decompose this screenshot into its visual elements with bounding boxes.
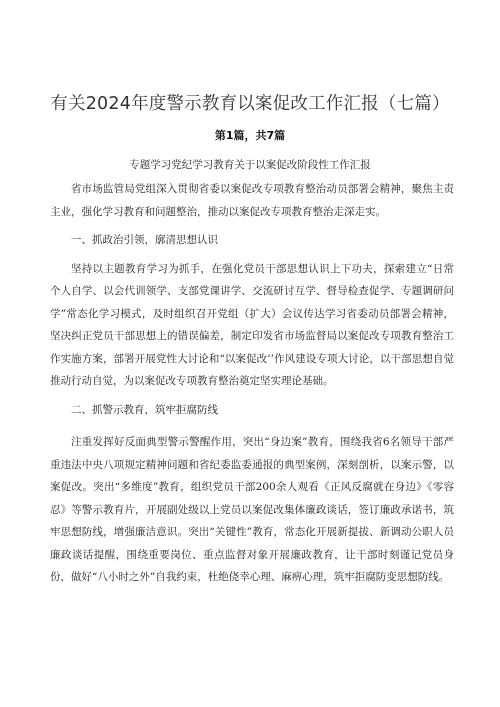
section-subtitle: 专题学习党纪学习教育关于以案促改阶段性工作汇报: [129, 159, 371, 171]
intro-paragraph: 省市场监管局党组深入贯彻省委以案促改专项教育整治动员部署会精神，聚焦主责主业，强化学习教育和问题整治，推动以案促改专项教育整治走深走实。: [50, 183, 454, 218]
document-title: 有关2024年度警示教育以案促改工作汇报（七篇）: [50, 94, 450, 114]
section-heading-2: 二、抓警示教育，筑牢拒腐防线: [71, 403, 218, 416]
document-body: [50, 178, 454, 589]
part-label: 第1篇，共7篇: [214, 129, 286, 142]
section-paragraph-1: 坚持以主题教育学习为抓手，在强化党员干部思想认识上下功夫，探索建立“日常个人自学、以会代训领学、支部党课讲学、交流研讨互学、督导检查促学、专题调研问学”常态化学习模式，及时组织召开党组（扩大）会议传达学习省委动员部署会精神，坚决纠正党员干部思想上的错误偏差，制定印发省市场监督局以案促改专项教育整治工作实施方案，部署开展党性大讨论和“以案促改’’作风建设专项大讨论，以干部思想自觉推动行动自觉，为以案促改专项教育整治奠定坚实理论基础。: [50, 262, 454, 387]
section-paragraph-2: 注重发挥好反面典型警示警醒作用，突出“身边案”教育，围绕我省6名领导干部严重违法中央八项规定精神问题和省纪委监委通报的典型案例，深刻剖析，以案示警，以案促改。突出“多维度”教育，组织党员干部200余人观看《正风反腐就在身边》《零容忍》等警示教育片，开展副处级以上党员以案促改集体廉政谈话，签订廉政承诺书，筑牢思想防线，增强廉洁意识。突出“关键性”教育，常态化开展新提拔、新调动公职人员廉政谈话提醒，围绕重要岗位、重点监督对象开展廉政教育，让干部时刻谨记党员身份，做好“八小时之外”自我约束，杜绝侥幸心理、麻痹心理，筑牢拒腐防变思想防线。: [50, 436, 454, 583]
section-heading-1: 一、抓政治引领，廓清思想认识: [71, 234, 218, 246]
